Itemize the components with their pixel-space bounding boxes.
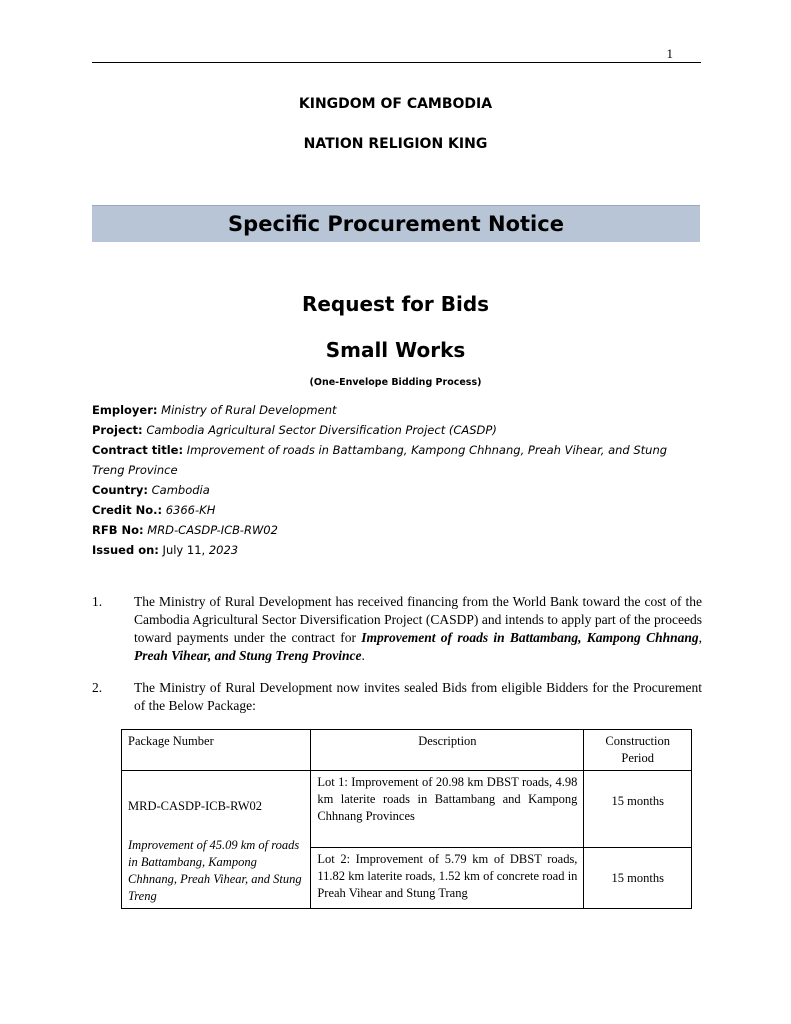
table-row <box>122 771 692 848</box>
issued-year: 2023 <box>208 543 239 557</box>
notice-banner <box>92 205 700 242</box>
page-number: 1 <box>666 46 673 61</box>
bidding-process: (One-Envelope Bidding Process) <box>309 377 482 388</box>
issued-row: Issued on: July 11, 2023 <box>92 543 239 557</box>
rfb-subtitle: Small Works <box>325 338 466 362</box>
lot-2-description: Lot 2: Improvement of 5.79 km of DBST roads, 11.82 km laterite roads, 1.52 km of concrete road in Preah Vihear and Stung Trang <box>311 848 584 909</box>
paragraph-1: 1. The Ministry of Rural Development has received financing from the World Bank toward the cost of the Cambodia Agricultural Sector Diversification Project (CASDP) and intends to apply part of the proceeds toward payments under the contract for Improvement of roads in Battambang, Kampong Chhnang, Preah Vihear, and Stung Treng Province. <box>92 594 702 663</box>
contract-value: Improvement of roads in Battambang, Kampong Chhnang, Preah Vihear, and Stung Treng Province <box>92 443 668 477</box>
employer-value: Ministry of Rural Development <box>161 403 337 417</box>
rfb-number-row: RFB No: MRD-CASDP-ICB-RW02 <box>92 523 278 537</box>
header-period: Construction Period <box>584 730 692 771</box>
project-row: Project: Cambodia Agricultural Sector Diversification Project (CASDP) <box>92 423 497 437</box>
package-number: MRD-CASDP-ICB-RW02 <box>128 799 263 813</box>
rfb-title: Request for Bids <box>301 292 490 316</box>
lot-2-period: 15 months <box>584 848 692 909</box>
header-description: Description <box>311 730 584 771</box>
notice-details <box>92 400 702 560</box>
paragraph-number: 2. <box>92 680 103 695</box>
table-header-row <box>122 730 692 771</box>
rfb-number-value: MRD-CASDP-ICB-RW02 <box>147 523 278 537</box>
issued-date: July 11, <box>162 543 209 557</box>
motto-heading: NATION RELIGION KING <box>303 136 488 152</box>
package-table <box>121 729 692 909</box>
notice-title: Specific Procurement Notice <box>228 212 564 236</box>
contract-emphasis-2: Preah Vihear, and Stung Treng Province <box>134 648 362 663</box>
country-value: Cambodia <box>151 483 210 497</box>
lot-1-description: Lot 1: Improvement of 20.98 km DBST roads, 4.98 km laterite roads in Battambang and Kampong Chhnang Provinces <box>311 771 584 848</box>
credit-row: Credit No.: 6366-KH <box>92 503 216 517</box>
package-name: Improvement of 45.09 km of roads in Battambang, Kampong Chhnang, Preah Vihear, and Stung Treng <box>128 838 302 903</box>
package-cell <box>122 771 311 909</box>
header-package: Package Number <box>122 730 311 771</box>
country-row: Country: Cambodia <box>92 483 210 497</box>
header-rule <box>92 62 701 63</box>
paragraph-2: 2. The Ministry of Rural Development now invites sealed Bids from eligible Bidders for the Procurement of the Below Package: <box>92 680 702 713</box>
kingdom-heading: KINGDOM OF CAMBODIA <box>298 96 493 112</box>
lot-1-period: 15 months <box>584 771 692 848</box>
paragraph-number: 1. <box>92 594 103 609</box>
employer-row: Employer: Ministry of Rural Development <box>92 403 337 417</box>
contract-row: Contract title: Improvement of roads in Battambang, Kampong Chhnang, Preah Vihear, and Stung Treng Province <box>92 443 668 477</box>
project-value: Cambodia Agricultural Sector Diversification Project (CASDP) <box>146 423 497 437</box>
contract-emphasis: Improvement of roads in Battambang, Kampong Chhnang <box>361 630 699 645</box>
credit-value: 6366-KH <box>165 503 216 517</box>
